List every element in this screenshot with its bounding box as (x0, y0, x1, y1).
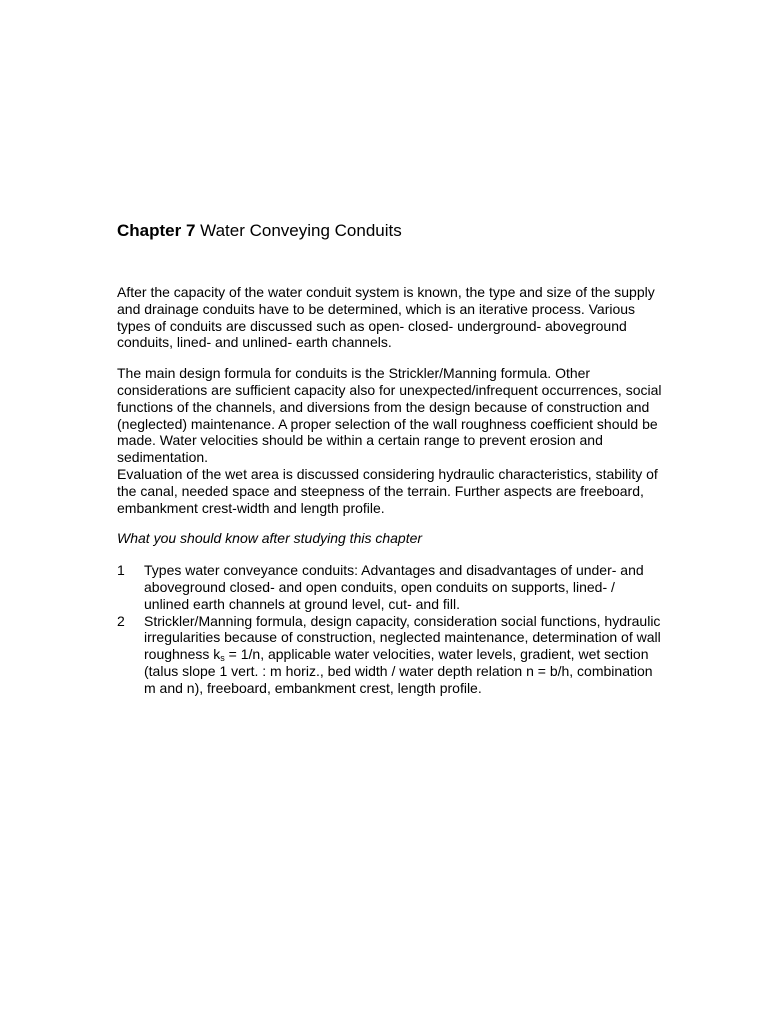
study-outcomes-heading: What you should know after studying this chapter (117, 530, 423, 547)
study-outcome-text-before-subscript: Strickler/Manning formula, design capacity, consideration social functions, hydraulic irregularities because of construction, neglected maintenance, determination of wall roughness k (144, 612, 661, 663)
document-page (117, 220, 662, 697)
study-outcome-text (144, 613, 662, 697)
study-outcome-number: 1 (117, 562, 125, 579)
study-outcome-number: 2 (117, 612, 125, 629)
chapter-label: Chapter 7 (117, 221, 196, 240)
study-outcome-item (117, 613, 662, 697)
study-outcome-text-after-subscript: = 1/n, applicable water velocities, water levels, gradient, wet section (talus slope 1 vert. : m horiz., bed width / water depth relation n = b/h, combination m and n), freeboard, embankment crest, length profile. (144, 646, 653, 696)
wet-area-evaluation-paragraph: Evaluation of the wet area is discussed considering hydraulic characteristics, stability of the canal, needed space and steepness of the terrain. Further aspects are freeboard, embankment crest-width and length profile. (117, 465, 658, 516)
study-outcomes-list (117, 562, 662, 696)
intro-paragraph: After the capacity of the water conduit system is known, the type and size of the supply and drainage conduits have to be determined, which is an iterative process. Various types of conduits are discussed such as open- closed- underground- aboveground conduits, lined- and unlined- earth channels. (117, 284, 655, 351)
study-outcome-item (117, 562, 662, 612)
chapter-title (117, 220, 662, 242)
chapter-title-text: Water Conveying Conduits (200, 221, 402, 240)
roughness-subscript: s (220, 653, 225, 664)
study-outcome-text: Types water conveyance conduits: Advantages and disadvantages of under- and aboveground closed- and open conduits, open conduits on supports, lined- / unlined earth channels at ground level, cut- and fill. (144, 562, 644, 612)
design-formula-paragraph: The main design formula for conduits is the Strickler/Manning formula. Other considerations are sufficient capacity also for unexpected/infrequent occurrences, social functions of the channels, and diversions from the design because of construction and (neglected) maintenance. A proper selection of the wall roughness coefficient should be made. Water velocities should be within a certain range to prevent erosion and sedimentation. (117, 365, 662, 466)
